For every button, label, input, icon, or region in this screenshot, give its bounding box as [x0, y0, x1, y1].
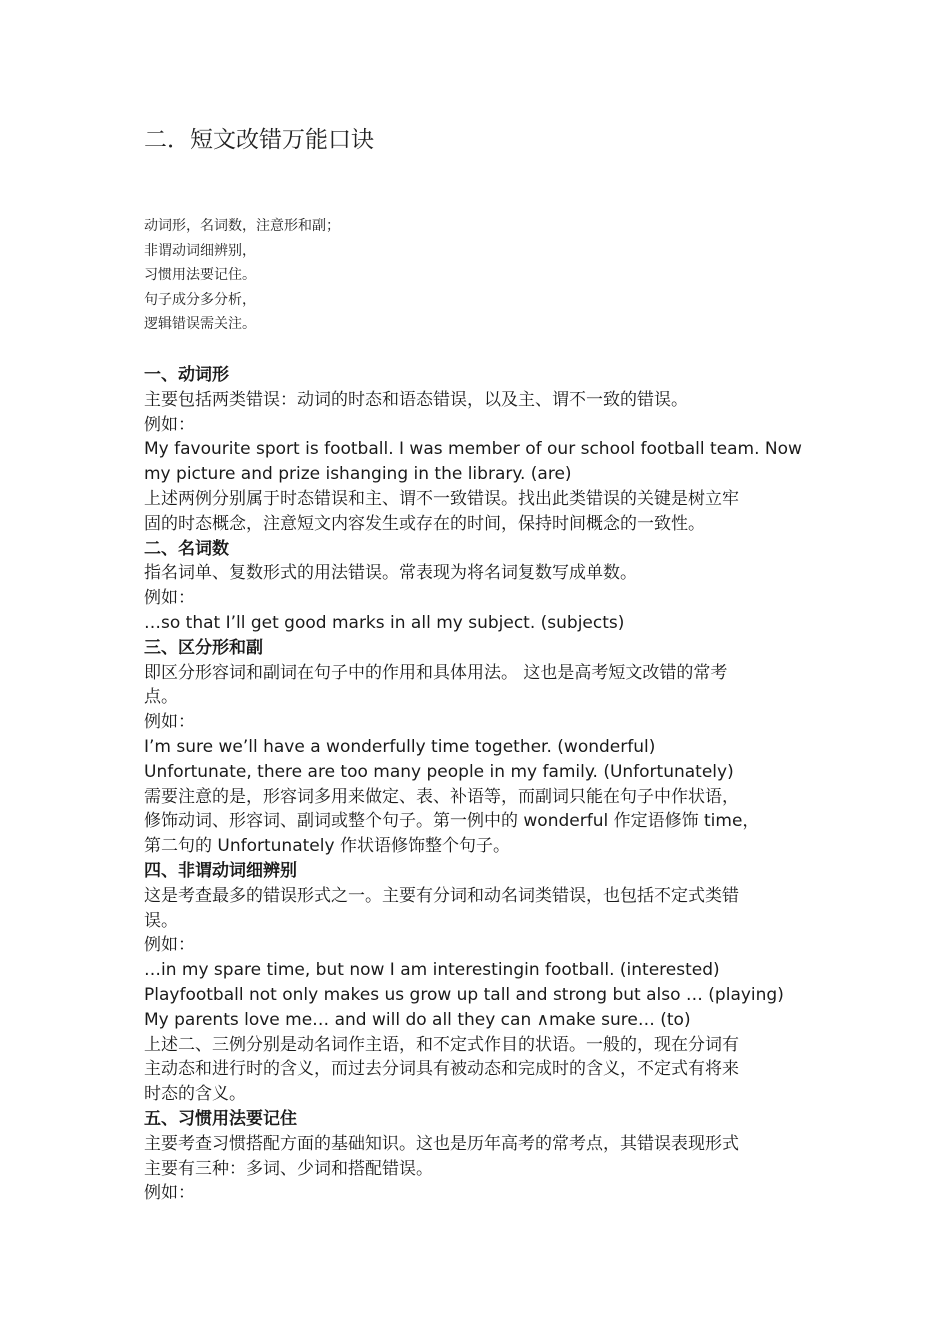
section-heading: 三、区分形和副	[144, 637, 263, 658]
body-line: 主动态和进行时的含义，而过去分词具有被动态和完成时的含义，不定式有将来	[144, 1059, 739, 1080]
section-heading: 五、习惯用法要记住	[144, 1108, 297, 1129]
body-line: 例如：	[144, 588, 195, 609]
verse-line: 句子成分多分析，	[144, 291, 256, 308]
body-line: 上述二、三例分别是动名词作主语，和不定式作目的状语。一般的，现在分词有	[144, 1034, 739, 1055]
body-line: 第二句的 Unfortunately 作状语修饰整个句子。	[144, 836, 510, 857]
section-heading: 二、名词数	[144, 538, 229, 559]
document-title: 二．短文改错万能口诀	[144, 127, 374, 153]
body-line: 例如：	[144, 414, 195, 435]
section-heading: 一、动词形	[144, 365, 229, 385]
body-line: 例如：	[144, 1183, 195, 1204]
example-line: My parents love me… and will do all they can ∧make sure… (to)	[144, 1009, 691, 1030]
body-line: 需要注意的是，形容词多用来做定、表、补语等，而副词只能在句子中作状语，	[144, 786, 739, 807]
example-line: My favourite sport is football. I was member of our school football team. Now	[144, 439, 802, 460]
body-line: 主要有三种：多词、少词和搭配错误。	[144, 1158, 433, 1179]
example-line: I’m sure we’ll have a wonderfully time together. (wonderful)	[144, 736, 656, 757]
body-line: 指名词单、复数形式的用法错误。常表现为将名词复数写成单数。	[144, 563, 637, 584]
body-line: 这是考查最多的错误形式之一。主要有分词和动名词类错误，也包括不定式类错	[144, 885, 739, 906]
body-line: 例如：	[144, 712, 195, 733]
verse-line: 非谓动词细辨别，	[144, 242, 256, 259]
body-line: 时态的含义。	[144, 1084, 246, 1105]
body-line: 固的时态概念，注意短文内容发生或存在的时间，保持时间概念的一致性。	[144, 513, 705, 534]
example-line: Unfortunate, there are too many people in my family. (Unfortunately)	[144, 761, 734, 782]
body-line: 点。	[144, 687, 178, 708]
verse-line: 动词形，名词数，注意形和副；	[144, 218, 340, 234]
example-line: …so that I’ll get good marks in all my subject. (subjects)	[144, 612, 625, 633]
body-line: 误。	[144, 910, 178, 931]
body-line: 例如：	[144, 935, 195, 956]
body-line: 即区分形容词和副词在句子中的作用和具体用法。 这也是高考短文改错的常考	[144, 662, 728, 683]
body-line: 修饰动词、形容词、副词或整个句子。第一例中的 wonderful 作定语修饰 time，	[144, 811, 760, 832]
body-line: 主要包括两类错误：动词的时态和语态错误，以及主、谓不一致的错误。	[144, 389, 688, 410]
example-line: Playfootball not only makes us grow up tall and strong but also … (playing)	[144, 984, 784, 1005]
verse-line: 逻辑错误需关注。	[144, 316, 256, 333]
example-line: my picture and prize ishanging in the library. (are)	[144, 464, 572, 485]
section-heading: 四、非谓动词细辨别	[144, 860, 297, 881]
body-line: 上述两例分别属于时态错误和主、谓不一致错误。找出此类错误的关键是树立牢	[144, 488, 739, 509]
document-body	[144, 363, 824, 1206]
body-line: 主要考查习惯搭配方面的基础知识。这也是历年高考的常考点，其错误表现形式	[144, 1133, 739, 1154]
example-line: …in my spare time, but now I am interestingin football. (interested)	[144, 960, 720, 981]
mnemonic-verse	[144, 214, 340, 337]
verse-line: 习惯用法要记住。	[144, 267, 256, 284]
